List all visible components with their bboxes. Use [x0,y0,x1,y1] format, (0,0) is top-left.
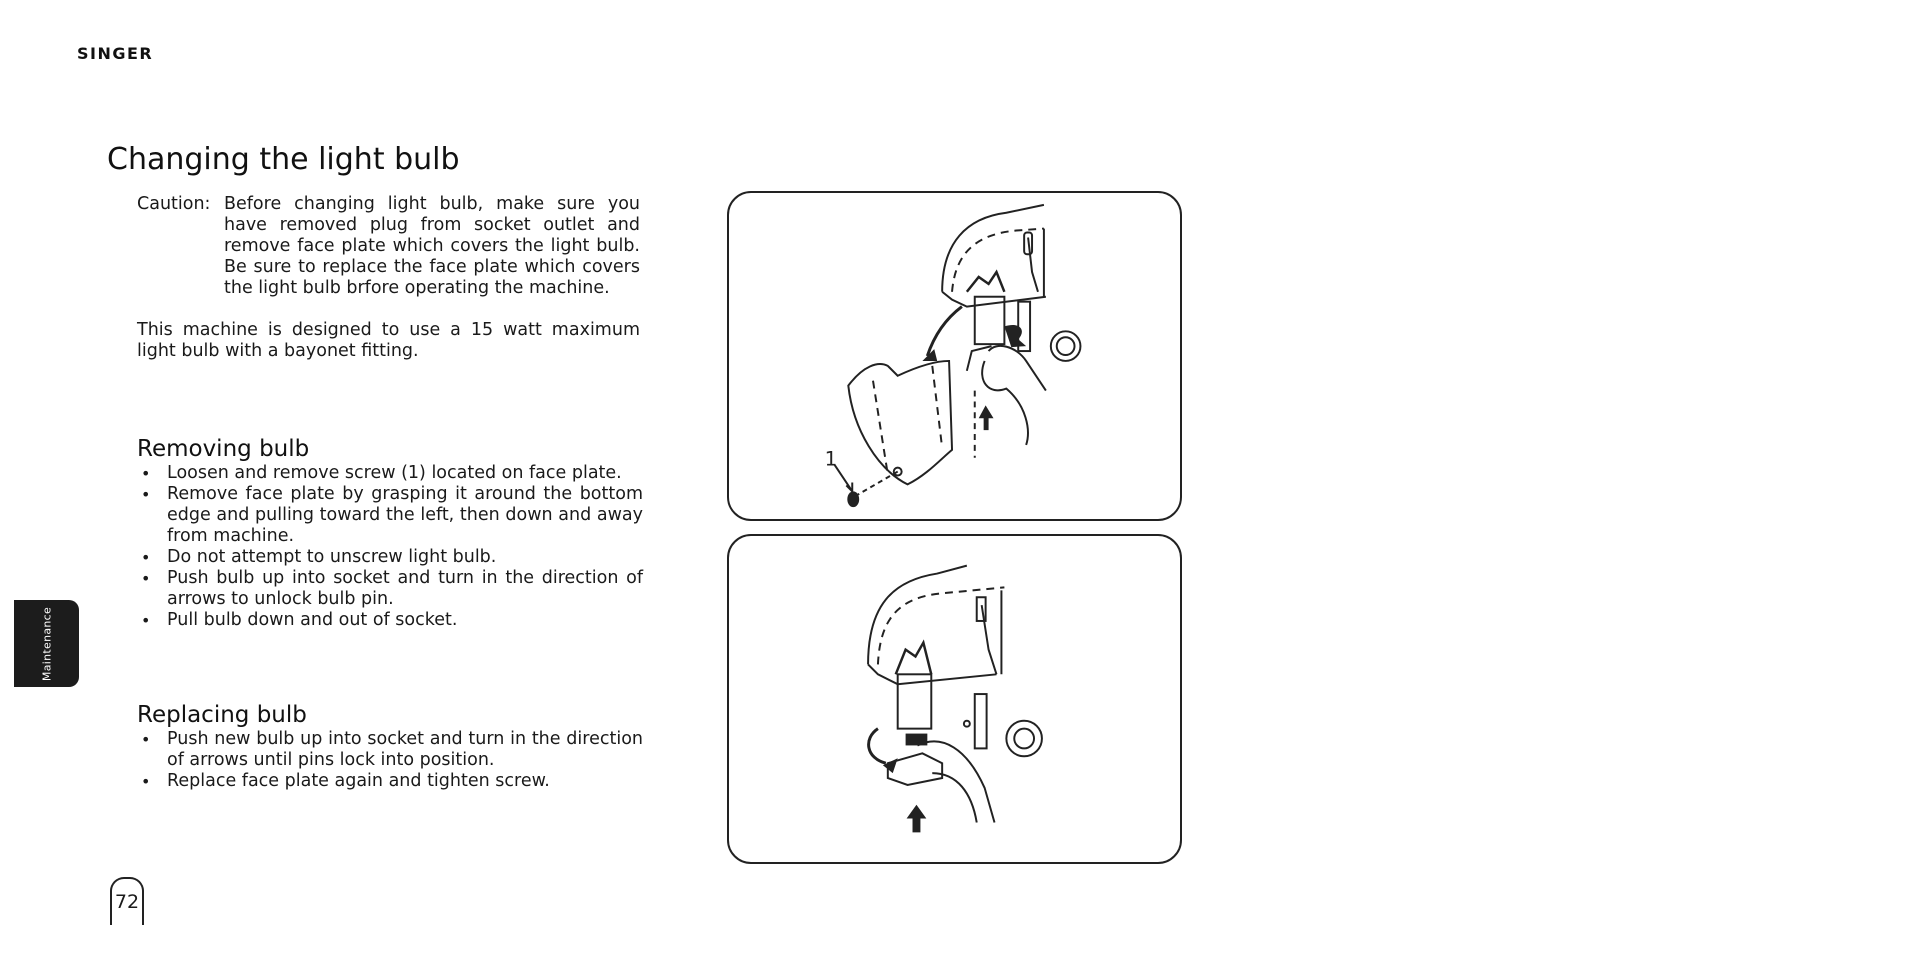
section-tab-maintenance [14,600,79,687]
page-number: 72 [110,877,144,925]
replacing-list [137,729,643,792]
list-item: • Loosen and remove screw (1) located on face plate. [137,463,643,484]
caution-label: Caution: [137,194,211,214]
list-item: • Do not attempt to unscrew light bulb. [137,547,643,568]
replace-bulb-illustration [729,536,1180,862]
list-item: • Replace face plate again and tighten screw. [137,771,643,792]
figure-replace-bulb [727,534,1182,864]
list-item: • Pull bulb down and out of socket. [137,610,643,631]
section-tab-label: Maintenance [40,606,53,681]
callout-1-label: 1 [824,447,838,471]
replacing-heading: Replacing bulb [137,702,307,728]
intro-paragraph: This machine is designed to use a 15 watt maximum light bulb with a bayonet fitting. [137,320,640,361]
caution-text: Before changing light bulb, make sure you have removed plug from socket outlet and remove face plate which covers the light bulb. Be sure to replace the face plate which covers the light bulb brfore operating the machine. [224,194,640,298]
page-title: Changing the light bulb [107,142,460,177]
brand-logo: SINGER [77,44,154,63]
removing-heading: Removing bulb [137,436,310,462]
removing-list [137,463,643,631]
list-item: • Push new bulb up into socket and turn in the direction of arrows until pins lock into position. [137,729,643,771]
figure-remove-bulb [727,191,1182,521]
caution-block [137,194,640,299]
remove-bulb-illustration [729,193,1180,519]
list-item: • Remove face plate by grasping it around the bottom edge and pulling toward the left, then down and away from machine. [137,484,643,547]
list-item: • Push bulb up into socket and turn in the direction of arrows to unlock bulb pin. [137,568,643,610]
